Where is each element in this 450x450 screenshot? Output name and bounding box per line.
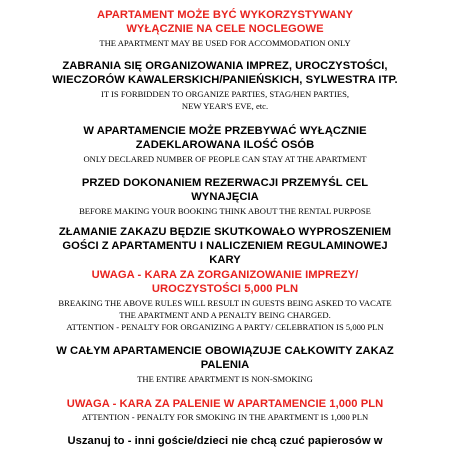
accommodation-heading-line-1: APARTAMENT MOŻE BYĆ WYKORZYSTYWANY bbox=[96, 9, 354, 21]
purpose-translation: BEFORE MAKING YOUR BOOKING THINK ABOUT THE RENTAL PURPOSE bbox=[79, 206, 371, 216]
violation-translation-line-2: THE APARTMENT AND A PENALTY BEING CHARGED. bbox=[119, 310, 331, 320]
accommodation-heading-line-2: WYŁĄCZNIE NA CELE NOCLEGOWE bbox=[126, 23, 324, 35]
party-penalty-translation: ATTENTION - PENALTY FOR ORGANIZING A PARTY/ CELEBRATION IS 5,000 PLN bbox=[66, 322, 384, 332]
respect-note-line-1: Uszanuj to - inni goście/dzieci nie chcą czuć papierosów w bbox=[67, 435, 383, 447]
occupancy-translation: ONLY DECLARED NUMBER OF PEOPLE CAN STAY AT THE APARTMENT bbox=[83, 154, 367, 164]
occupancy-rule-line-2: ZADEKLAROWANA ILOŚĆ OSÓB bbox=[135, 139, 315, 151]
occupancy-rule-line-1: W APARTAMENCIE MOŻE PRZEBYWAĆ WYŁĄCZNIE bbox=[83, 125, 367, 137]
smoking-penalty-warning: UWAGA - KARA ZA PALENIE W APARTAMENCIE 1,000 PLN bbox=[66, 398, 384, 410]
violation-rule-line-2: GOŚCI Z APARTAMENTU I NALICZENIEM REGULAMINOWEJ bbox=[62, 240, 388, 252]
parties-rule-line-1: ZABRANIA SIĘ ORGANIZOWANIA IMPREZ, UROCZYSTOŚCI, bbox=[62, 60, 388, 72]
parties-translation-line-1: IT IS FORBIDDEN TO ORGANIZE PARTIES, STAG/HEN PARTIES, bbox=[100, 89, 350, 99]
smoking-rule-line-1: W CAŁYM APARTAMENCIE OBOWIĄZUJE CAŁKOWITY ZAKAZ bbox=[56, 345, 394, 357]
party-penalty-warning-line-1: UWAGA - KARA ZA ZORGANIZOWANIE IMPREZY/ bbox=[91, 269, 359, 281]
smoking-rule-line-2: PALENIA bbox=[200, 359, 250, 371]
parties-rule-line-2: WIECZORÓW KAWALERSKICH/PANIEŃSKICH, SYLWESTRA ITP. bbox=[52, 74, 398, 86]
accommodation-translation: THE APARTMENT MAY BE USED FOR ACCOMMODATION ONLY bbox=[99, 38, 351, 48]
violation-translation-line-1: BREAKING THE ABOVE RULES WILL RESULT IN GUESTS BEING ASKED TO VACATE bbox=[58, 298, 392, 308]
smoking-penalty-translation: ATTENTION - PENALTY FOR SMOKING IN THE APARTMENT IS 1,000 PLN bbox=[81, 412, 369, 422]
purpose-rule-line-1: PRZED DOKONANIEM REZERWACJI PRZEMYŚL CEL bbox=[81, 177, 369, 189]
purpose-rule-line-2: WYNAJĘCIA bbox=[191, 191, 259, 203]
violation-rule-line-1: ZŁAMANIE ZAKAZU BĘDZIE SKUTKOWAŁO WYPROSZENIEM bbox=[58, 226, 392, 238]
parties-translation-line-2: NEW YEAR'S EVE, etc. bbox=[181, 101, 269, 111]
party-penalty-warning-line-2: UROCZYSTOŚCI 5,000 PLN bbox=[151, 283, 299, 295]
violation-rule-line-3: KARY bbox=[209, 254, 241, 266]
smoking-translation: THE ENTIRE APARTMENT IS NON-SMOKING bbox=[137, 374, 313, 384]
